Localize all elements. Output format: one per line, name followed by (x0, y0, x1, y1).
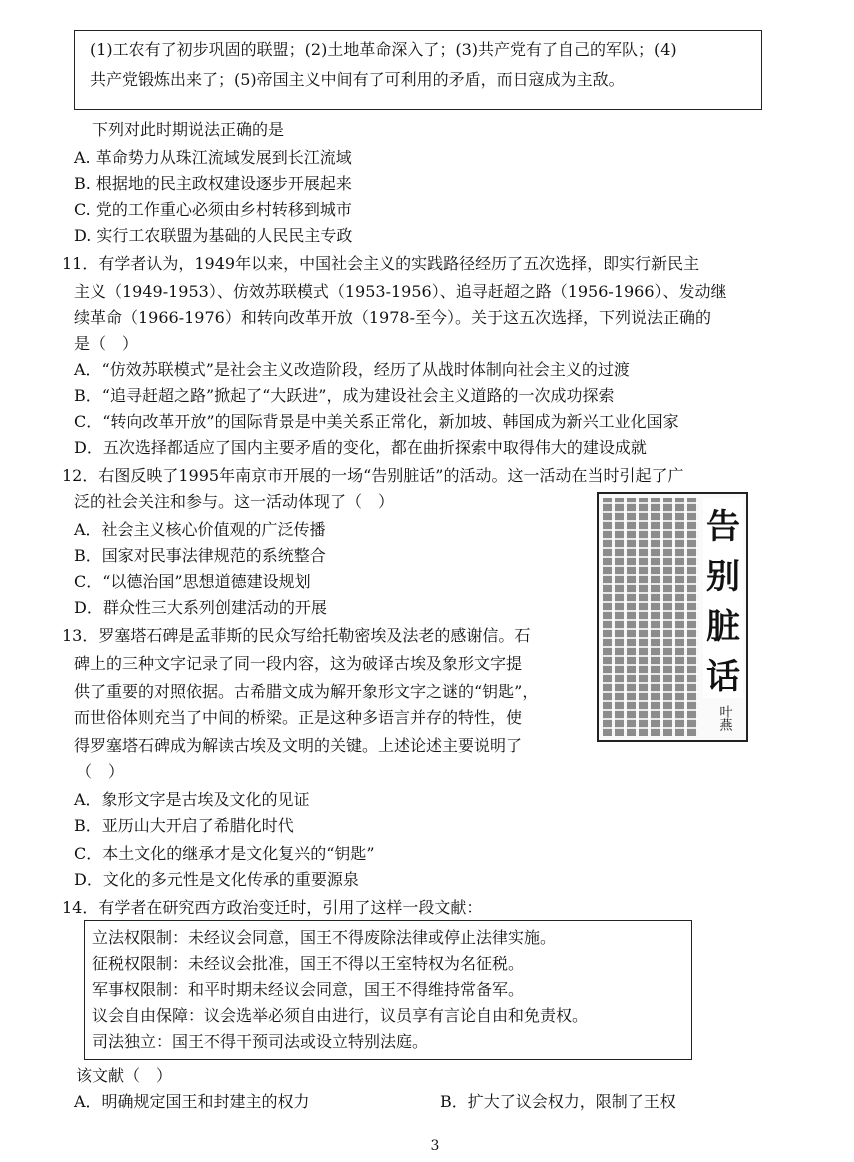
q10-quote-line-2: 共产党锻炼出来了；(5)帝国主义中间有了可利用的矛盾，而日寇成为主敌。 (90, 70, 625, 89)
headline-char-2: 别 (706, 556, 740, 597)
q10-option-b[interactable]: B. 根据地的民主政权建设逐步开展起来 (74, 174, 352, 193)
q11-option-d[interactable]: D．五次选择都适应了国内主要矛盾的变化，都在曲折探索中取得伟大的建设成就 (74, 438, 647, 457)
q13-option-a[interactable]: A．象形文字是古埃及文化的见证 (74, 790, 310, 809)
q12-option-b[interactable]: B．国家对民事法律规范的系统整合 (74, 546, 326, 565)
q13-stem-line-5: 得罗塞塔石碑成为解读古埃及文明的关键。上述论述主要说明了 (74, 736, 523, 755)
newspaper-clipping-image (597, 492, 748, 742)
q14-doc-line-5: 司法独立：国王不得干预司法或设立特别法庭。 (92, 1032, 429, 1051)
page-number: 3 (430, 1138, 440, 1154)
q11-option-b[interactable]: B．“追寻赶超之路”掀起了“大跃进”，成为建设社会主义道路的一次成功探索 (74, 386, 615, 405)
headline-char-3: 脏 (706, 606, 740, 647)
q11-stem-line-3: 续革命（1966-1976）和转向改革开放（1978-至今）。关于这五次选择，下列说法正确的 (74, 308, 711, 327)
q13-stem-line-2: 碑上的三种文字记录了同一段内容，这为破译古埃及象形文字提 (74, 654, 523, 673)
q12-stem-line-2: 泛的社会关注和参与。这一活动体现了（ ） (74, 492, 395, 511)
q14-option-b[interactable]: B．扩大了议会权力，限制了王权 (440, 1092, 676, 1111)
headline-char-4: 话 (706, 656, 740, 697)
q12-option-c[interactable]: C．“以德治国”思想道德建设规划 (74, 572, 311, 591)
q11-option-a[interactable]: A．“仿效苏联模式”是社会主义改造阶段，经历了从战时体制向社会主义的过渡 (74, 360, 630, 379)
q13-stem-line-1: 13．罗塞塔石碑是孟菲斯的民众写给托勒密埃及法老的感谢信。石 (62, 626, 531, 645)
q14-doc-line-4: 议会自由保障：议会选举必须自由进行，议员享有言论自由和免责权。 (92, 1006, 589, 1025)
q12-option-a[interactable]: A．社会主义核心价值观的广泛传播 (74, 520, 326, 539)
q11-stem-line-1: 11．有学者认为，1949年以来，中国社会主义的实践路径经历了五次选择，即实行新民主 (62, 254, 700, 273)
newspaper-author: 叶燕 (716, 705, 732, 731)
q10-option-d[interactable]: D. 实行工农联盟为基础的人民民主专政 (74, 226, 353, 245)
q13-option-c[interactable]: C．本土文化的继承才是文化复兴的“钥匙” (74, 844, 375, 863)
q14-option-a[interactable]: A．明确规定国王和封建主的权力 (74, 1092, 310, 1111)
q10-quote-line-1: (1)工农有了初步巩固的联盟；(2)土地革命深入了；(3)共产党有了自己的军队；(4) (90, 40, 677, 59)
q11-stem-line-4: 是（ ） (74, 334, 139, 353)
headline-char-1: 告 (706, 506, 740, 547)
q14-stem-intro: 14．有学者在研究西方政治变迁时，引用了这样一段文献： (62, 898, 483, 917)
q11-stem-line-2: 主义（1949-1953）、仿效苏联模式（1953-1956）、追寻赶超之路（1956-1966）、发动继 (74, 282, 727, 301)
q10-stem: 下列对此时期说法正确的是 (92, 120, 285, 139)
q14-doc-line-2: 征税权限制：未经议会批准，国王不得以王室特权为名征税。 (92, 954, 525, 973)
q12-stem-line-1: 12．右图反映了1995年南京市开展的一场“告别脏话”的活动。这一活动在当时引起了广 (62, 466, 684, 485)
q14-stem: 该文献（ ） (76, 1066, 173, 1085)
q13-stem-line-3: 供了重要的对照依据。古希腊文成为解开象形文字之谜的“钥匙”， (74, 682, 539, 701)
q14-doc-line-3: 军事权限制：和平时期未经议会同意，国王不得维持常备军。 (92, 980, 525, 999)
q14-doc-line-1: 立法权限制：未经议会同意，国王不得废除法律或停止法律实施。 (92, 928, 557, 947)
q11-option-c[interactable]: C．“转向改革开放”的国际背景是中美关系正常化，新加坡、韩国成为新兴工业化国家 (74, 412, 679, 431)
q13-option-b[interactable]: B．亚历山大开启了希腊化时代 (74, 816, 294, 835)
q10-option-c[interactable]: C. 党的工作重心必须由乡村转移到城市 (74, 200, 352, 219)
q13-option-d[interactable]: D．文化的多元性是文化传承的重要源泉 (74, 870, 359, 889)
q12-option-d[interactable]: D．群众性三大系列创建活动的开展 (74, 598, 327, 617)
q13-stem-line-4: 而世俗体则充当了中间的桥梁。正是这种多语言并存的特性，使 (74, 708, 523, 727)
newspaper-headline (703, 498, 743, 698)
q13-stem-line-6: （ ） (76, 762, 125, 781)
q10-option-a[interactable]: A. 革命势力从珠江流域发展到长江流域 (74, 148, 352, 167)
